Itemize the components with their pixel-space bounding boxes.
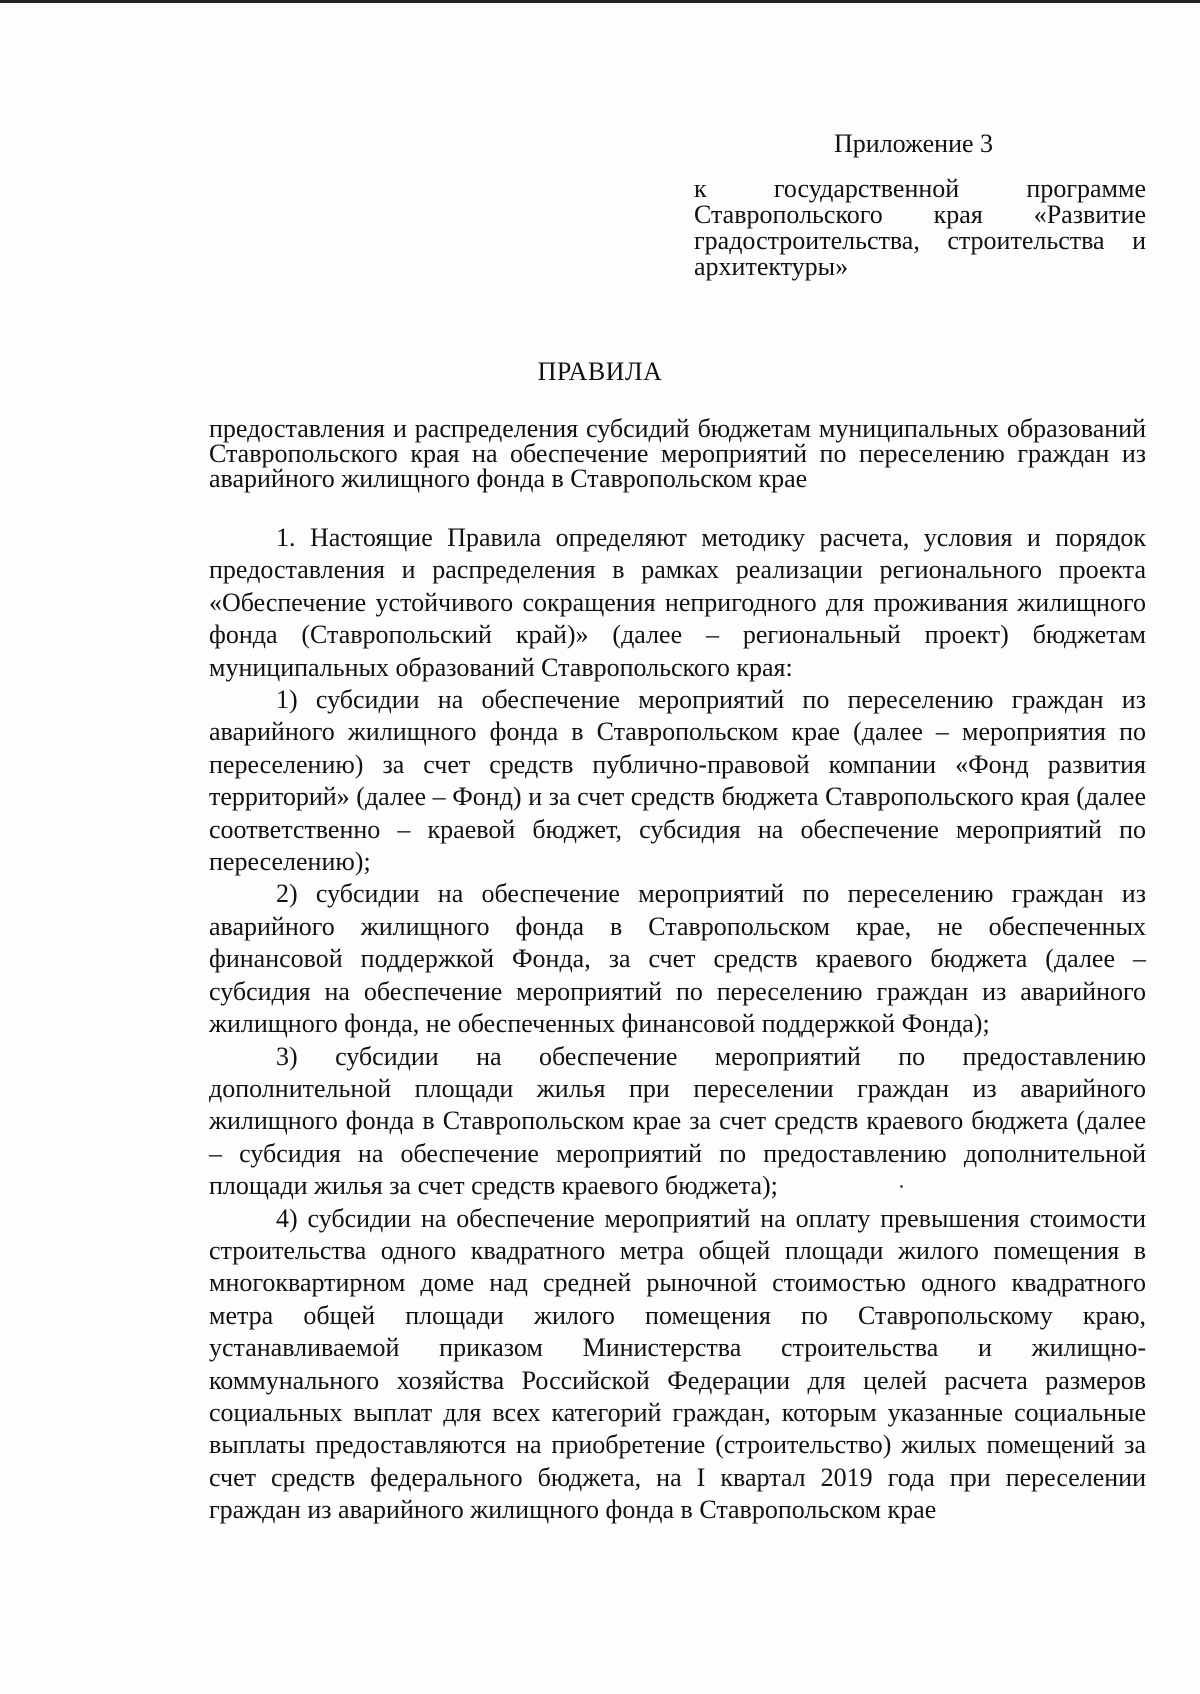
paragraph-item-1: 1) субсидии на обеспечение мероприятий по переселению граждан из аварийного жилищного фонда в Ставропольском крае (далее – мероприятия по переселению) за счет средств публично-правовой компании «Фонд развития территорий» (далее – Фонд) и за счет средств бюджета Ставропольского края (далее соответственно – краевой бюджет, субсидия на обеспечение мероприятий по переселению); xyxy=(209,685,1146,877)
paragraph-item-3: 3) субсидии на обеспечение мероприятий по предоставлению дополнительной площади жилья при переселении граждан из аварийного жилищного фонда в Ставропольском крае за счет средств краевого бюджета (далее – субсидия на обеспечение мероприятий по предоставлению дополнительной площади жилья за счет средств краевого бюджета); xyxy=(209,1041,1146,1201)
appendix-title: Приложение 3 xyxy=(834,129,994,158)
paragraph-1: 1. Настоящие Правила определяют методику расчета, условия и порядок предоставления и распределения в рамках реализации регионального проекта «Обеспечение устойчивого сокращения непригодного для проживания жилищного фонда (Ставропольский край)» (далее – региональный проект) бюджетам муниципальных образований Ставропольского края: xyxy=(209,523,1146,682)
appendix-reference: к государственной программе Ставропольского края «Развитие градостроительства, строительства и архитектуры» xyxy=(694,174,1146,281)
paragraph-item-4: 4) субсидии на обеспечение мероприятий на оплату превышения стоимости строительства одного квадратного метра общей площади жилого помещения в многоквартирном доме над средней рыночной стоимостью одного квадратного метра общей площади жилого помещения по Ставропольскому краю, устанавливаемой приказом Министерства строительства и жилищно-коммунального хозяйства Российской Федерации для целей расчета размеров социальных выплат для всех категорий граждан, которым указанные социальные выплаты предоставляются на приобретение (строительство) жилых помещений за счет средств федерального бюджета, на I квартал 2019 года при переселении граждан из аварийного жилищного фонда в Ставропольском крае xyxy=(209,1203,1146,1525)
scan-speck xyxy=(900,1185,903,1188)
paragraph-item-2: 2) субсидии на обеспечение мероприятий по переселению граждан из аварийного жилищного фонда в Ставропольском крае, не обеспеченных финансовой поддержкой Фонда, за счет средств краевого бюджета (далее – субсидия на обеспечение мероприятий по переселению граждан из аварийного жилищного фонда, не обеспеченных финансовой поддержкой Фонда); xyxy=(209,879,1146,1039)
document-subtitle: предоставления и распределения субсидий бюджетам муниципальных образований Ставропольского края на обеспечение мероприятий по переселению граждан из аварийного жилищного фонда в Ставропольском крае xyxy=(209,414,1146,493)
document-body xyxy=(209,522,1146,1527)
document-title: ПРАВИЛА xyxy=(537,357,663,386)
scan-top-edge xyxy=(0,0,1200,3)
